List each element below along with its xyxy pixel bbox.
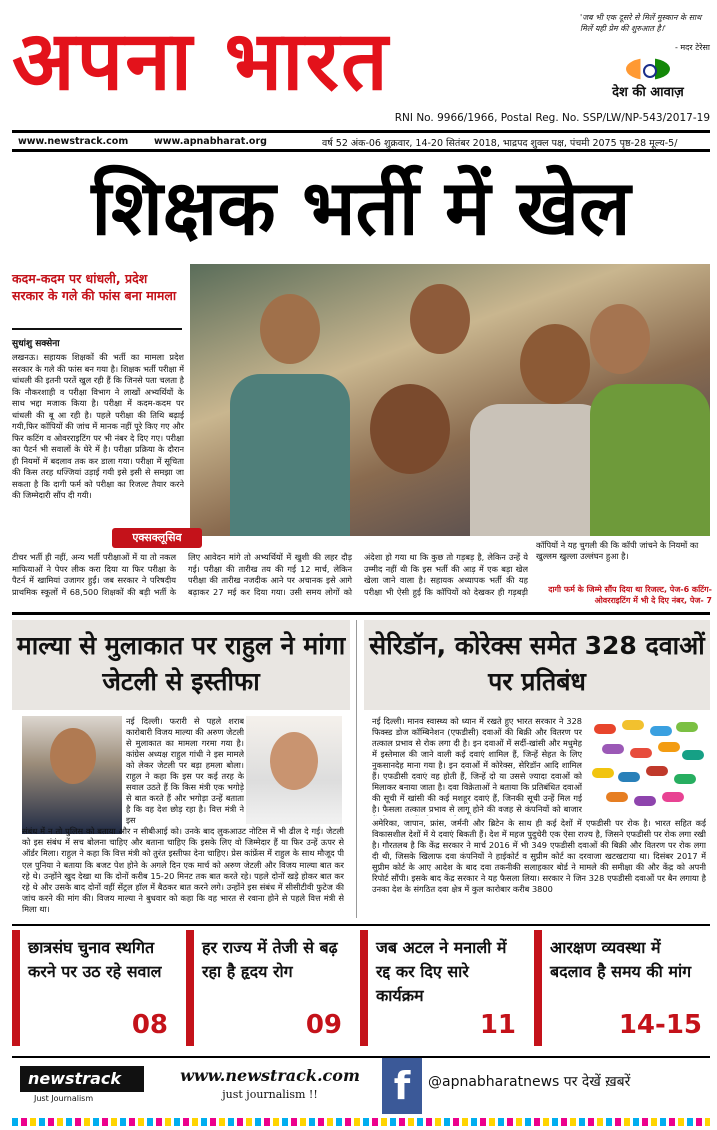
drug-headline: सेरिडॉन, कोरेक्स समेत 328 दवाओं पर प्रतिबंध — [364, 620, 710, 710]
masthead-quote: 'जब भी एक दूसरे से मिलें मुस्कान के साथ मिलें यही प्रेम की शुरुआत है।' — [580, 13, 702, 33]
lead-body-continued-2: कॉपियों ने यह चुगली की कि कॉपी जांचने के नियमों का खुल्लम खुल्ला उल्लंघन हुआ है। — [536, 540, 699, 561]
mallya-body: संबंध में न तो पुलिस को बताया और न सीबीआई को। उनके बाद लुकआउट नोटिस में भी ढील दे गई। जेटली को इस संबंध में सच बोलना चाहिए और बताना चाहिए कि इसके लिए वो जिम्मेदार हैं या फिर उन्हें ऊपर से ऑर्डर मिला। राहुल ने कहा कि वित्त मंत्री को तुरंत इस्तीफा देना चाहिए। प्रेस कांफ्रेंस में राहुल के साथ मौजूद पी एल पुनिया ने बताया कि बजट पेश होने के अगले दिन एक मार्च को अरुण जेटली और विजय माल्या बात कर रहे थे। उन्होंने खुद देखा था कि दोनों करीब 15-20 मिनट तक बात करते रहे। पहले दोनों खड़े होकर बात कर रहे थे और उसके बाद दोनों वहीं सेंट्रल हॉल में बैठकर बात करने लगे। उन्होंने इस संबंध में सीसीटीवी फुटेज की जांच करने की मांग की। विजय माल्या ने बुधवार को कहा कि वह भारत से रवाना होने से पहले वित्त मंत्री से मिला था। — [22, 826, 344, 915]
lead-body: लखनऊ। सहायक शिक्षकों की भर्ती का मामला प्रदेश सरकार के गले की फांस बन गया है। शिक्षक भर्ती परीक्षा में धांधली की इतनी परतें खुल रही हैं कि जिनसे पता चलता है कि नौकरशाही व परीक्षा विभाग ने लाखों अभ्यर्थियों के साथ भद्दा मजाक किया है। परीक्षा में कदम-कदम पर धांधली की बू आ रही है। पहले परीक्षा की तिथि बढ़ाई गयी,फिर कॉपियों की जांच में मानक नहीं पूरे किए गए और फिर कटिंग व ओवरराइटिंग पर भी नंबर दे दिए गए। परीक्षा का पैटर्न भी सवालों के घेरे में है। परीक्षा प्रक्रिया के दौरान ही नियमों में बदलाव तक कर डाला गया। परीक्षा में सूचिता की किस तरह धज्जियां उड़ाई गयी इसे इसी से समझा जा सकता है कि दागी फर्म को परीक्षा का रिजल्ट तैयार करने की जिम्मेदारी सौंप दी गयी। — [12, 352, 184, 500]
teaser-3[interactable] — [360, 930, 524, 1046]
masthead-tagline: देश की आवाज़ — [612, 85, 684, 100]
lead-body-continued: टीचर भर्ती ही नहीं, अन्य भर्ती परीक्षाओं में या तो नकल माफियाओं ने पेपर लीक करा दिया या फिर परीक्षा के पैटर्न में खामियां उजागर हुईं। जब सरकार ने परिषदीय प्राथमिक स्कूलों में 68,500 शिक्षकों की बड़ी भर्ती के लिए आवेदन मांगे तो अभ्यर्थियों में खुशी की लहर दौड़ गई। परीक्षा की तारीख तय की गई 12 मार्च, लेकिन परीक्षा की तारीख नजदीक आने पर अचानक इसे आगे बढ़ाकर 27 मई कर दिया गया। उसी समय लोगों को अंदेशा हो गया था कि कुछ तो गड़बड़ है, लेकिन उन्हें ये उम्मीद नहीं थी कि इस भर्ती की आड़ में एक बड़ा खेल खेला जाने वाला है। सहायक अध्यापक भर्ती की यह परीक्षा भी ऐसी हुई कि कॉपियों को देखकर ही गड़बड़ी — [12, 552, 528, 597]
teaser-title: छात्रसंघ चुनाव स्थगित करने पर उठ रहे सवाल — [28, 938, 162, 981]
divider — [12, 924, 710, 926]
drug-body-top: नई दिल्ली। मानव स्वास्थ्य को ध्यान में रखते हुए भारत सरकार ने 328 फिक्स्ड डोज कॉम्बिनेशन (एफडीसी) दवाओं की बिक्री और वितरण पर तत्काल प्रभाव से रोक लगा दी है। इन दवाओं में सर्दी-खांसी और मधुमेह में इस्तेमाल की जाने वाली कई दवाएं शामिल हैं, जिन्हें सेहत के लिए नुकसानदेह माना गया है। इन दवाओं में कोरेक्स, सेरिडॉन आदि शामिल हैं। एफडीसी दवाएं वह होती हैं, जिन्हें दो या उससे ज्यादा दवाओं को मिलाकर बनाया जाता है। दवा विक्रेताओं ने बताया कि प्रतिबंधित दवाओं की सूची में खांसी की कई मशहूर दवाएं हैं, जिनकी सूची उन्हें मिल गई है। फैसला तत्काल प्रभाव से लागू होने की वजह से कंपनियों को बाजार — [372, 716, 582, 814]
rni-number: RNI No. 9966/1966, Postal Reg. No. SSP/LW/NP-543/2017-19 — [394, 112, 710, 124]
footer-url[interactable]: www.newstrack.com — [180, 1066, 360, 1085]
lead-page-refs: दागी फर्म के जिम्मे सौंप दिया था रिजल्ट, पेज-6 कटिंग-ओवरराइटिंग में भी दे दिए नंबर, पेज- 7 — [548, 585, 712, 605]
masthead-title: अपना भारत — [12, 14, 390, 109]
byline: सुधांशु सक्सेना — [12, 339, 60, 349]
tricolor-icon — [626, 58, 670, 80]
newstrack-tagline: Just Journalism — [34, 1094, 94, 1103]
lead-subhead: कदम-कदम पर धांधली, प्रदेश सरकार के गले की फांस बना मामला — [12, 271, 177, 303]
lead-photo — [190, 264, 710, 536]
mallya-headline: माल्या से मुलाकात पर राहुल ने मांगा जेटली से इस्तीफा — [12, 620, 350, 710]
website-link-newstrack[interactable]: www.newstrack.com — [18, 136, 129, 147]
pills-photo — [588, 716, 706, 816]
divider — [12, 328, 182, 330]
teaser-title: जब अटल ने मनाली में रद्द कर दिए सारे कार्यक्रम — [376, 938, 507, 1005]
teaser-page: 08 — [131, 1010, 168, 1040]
mallya-body-top: नई दिल्ली। फरारी से पहले शराब कारोबारी विजय माल्या की अरुण जेटली से मुलाकात का मामला गरमा गया है। कांग्रेस अध्यक्ष राहुल गांधी ने इस मामले को लेकर जेटली पर बड़ा हमला बोला। राहुल ने कहा कि इस पर कई तरह के सवाल उठते हैं कि किस मंत्री एक भगोड़े से बात करते हैं और भगोड़ा उन्हें बताता है कि वह देश छोड़ रहा है। वित्त मंत्री ने इस — [126, 716, 244, 825]
teaser-page: 14-15 — [618, 1010, 702, 1040]
teaser-1[interactable] — [12, 930, 176, 1046]
facebook-icon[interactable]: f — [382, 1058, 422, 1114]
teaser-4[interactable] — [534, 930, 710, 1046]
masthead-quote-author: - मदर टेरेसा — [674, 43, 710, 52]
facebook-handle[interactable]: @apnabharatnews पर देखें ख़बरें — [428, 1074, 631, 1090]
teaser-title: आरक्षण व्यवस्था में बदलाव है समय की मांग — [550, 938, 692, 981]
newstrack-logo[interactable]: newstrack — [20, 1066, 144, 1092]
lead-headline: शिक्षक भर्ती में खेल — [91, 163, 631, 252]
teaser-title: हर राज्य में तेजी से बढ़ रहा है हृदय रोग — [202, 938, 338, 981]
exclusive-badge: एक्सक्लूसिव — [112, 528, 202, 548]
teaser-page: 11 — [479, 1010, 516, 1040]
issue-info: वर्ष 52 अंक-06 शुक्रवार, 14-20 सितंबर 2018, भाद्रपद शुक्ल पक्ष, पंचमी 2075 पृष्ठ-28 मूल्य-5/ — [322, 138, 678, 149]
teaser-2[interactable] — [186, 930, 350, 1046]
divider — [12, 612, 710, 615]
rahul-photo — [246, 716, 342, 824]
drug-body: अमेरिका, जापान, फ्रांस, जर्मनी और ब्रिटेन के साथ ही कई देशों में एफडीसी पर रोक है। भारत सहित कई विकासशील देशों में ये दवाएं बिकती हैं। देश में महज पुदुचेरी एक ऐसा राज्य है, जिसने एफडीसी पर रोक लगा रखी है। गौरतलब है कि केंद्र सरकार ने मार्च 2016 में भी 349 एफडीसी दवाओं की बिक्री और वितरण पर रोक लगा दी थी, जिसके खिलाफ दवा कंपनियों ने हाईकोर्ट व सुप्रीम कोर्ट का दरवाजा खटखटाया था। दिसंबर 2017 में सुप्रीम कोर्ट के आए आदेश के बाद दवा तकनीकी सलाहकार बोर्ड ने मामले की समीक्षा की और केंद्र को अपनी रिपोर्ट सौंपी। इसके बाद केंद्र सरकार ने यह फैसला लिया। सरकार ने जिन 328 एफडीसी दवाओं पर बैन लगाया है उनका देश के संगठित दवा क्षेत्र में कुल कारोबार करीब 3800 — [372, 818, 706, 894]
website-link-apnabharat[interactable]: www.apnabharat.org — [154, 136, 267, 147]
info-bar — [12, 130, 710, 152]
teaser-page: 09 — [305, 1010, 342, 1040]
footer-url-sub: just journalism !! — [222, 1088, 318, 1101]
color-dots-strip — [12, 1118, 710, 1126]
column-divider — [356, 620, 357, 918]
mallya-photo — [22, 716, 122, 834]
